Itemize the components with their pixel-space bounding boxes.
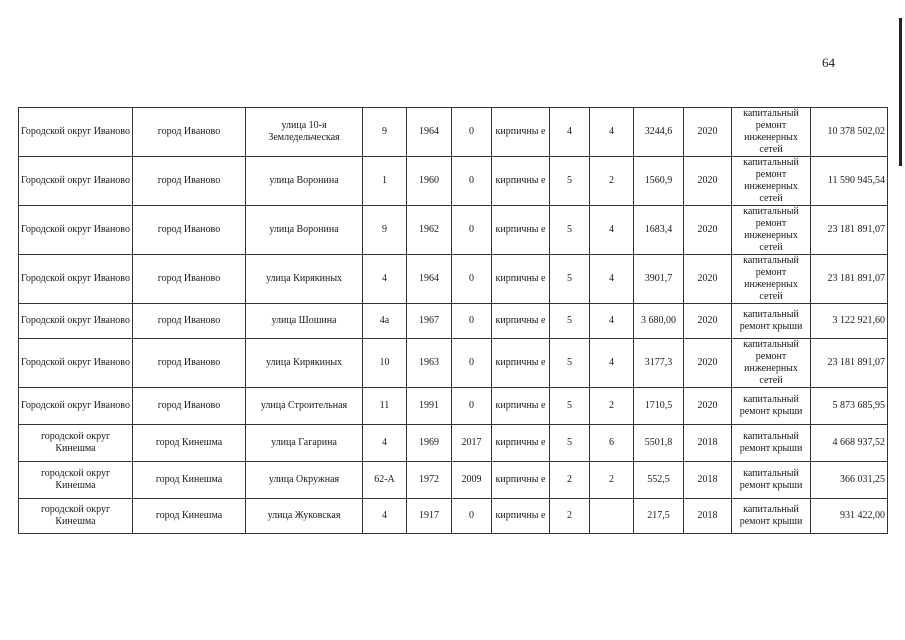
plan-year-cell: 2020 [684,157,732,206]
plan-year-cell: 2020 [684,206,732,255]
street-cell: улица Жуковская [246,499,363,534]
build-year-cell: 1917 [407,499,452,534]
floors-cell: 4 [550,108,590,157]
area-cell: 3901,7 [634,255,684,304]
table-row [19,157,888,206]
area-cell: 3 680,00 [634,304,684,339]
municipality-cell: Городской округ Иваново [19,388,133,425]
wall-material-cell: кирпичны е [492,462,550,499]
house-number-cell: 11 [363,388,407,425]
plan-year-cell: 2018 [684,499,732,534]
entrances-cell: 4 [590,255,634,304]
street-cell: улица Окружная [246,462,363,499]
repair-year-cell: 2017 [452,425,492,462]
area-cell: 1710,5 [634,388,684,425]
area-cell: 1683,4 [634,206,684,255]
entrances-cell: 2 [590,462,634,499]
repair-year-cell: 0 [452,388,492,425]
settlement-cell: город Иваново [133,339,246,388]
scan-edge-line [899,18,902,166]
floors-cell: 5 [550,425,590,462]
wall-material-cell: кирпичны е [492,157,550,206]
settlement-cell: город Иваново [133,157,246,206]
wall-material-cell: кирпичны е [492,499,550,534]
cost-cell: 4 668 937,52 [811,425,888,462]
settlement-cell: город Кинешма [133,499,246,534]
page-number: 64 [822,55,835,70]
table-row [19,462,888,499]
entrances-cell: 2 [590,388,634,425]
plan-year-cell: 2020 [684,108,732,157]
house-number-cell: 4 [363,425,407,462]
repair-year-cell: 0 [452,255,492,304]
build-year-cell: 1964 [407,255,452,304]
repair-year-cell: 0 [452,206,492,255]
municipality-cell: Городской округ Иваново [19,304,133,339]
repair-year-cell: 0 [452,339,492,388]
work-type-cell: капитальный ремонт инженерных сетей [732,206,811,255]
street-cell: улица Гагарина [246,425,363,462]
entrances-cell: 4 [590,304,634,339]
table-row [19,499,888,534]
housing-repair-table [18,107,888,534]
work-type-cell: капитальный ремонт инженерных сетей [732,339,811,388]
work-type-cell: капитальный ремонт инженерных сетей [732,108,811,157]
street-cell: улица Строительная [246,388,363,425]
wall-material-cell: кирпичны е [492,304,550,339]
plan-year-cell: 2018 [684,462,732,499]
street-cell: улица Кирякиных [246,255,363,304]
work-type-cell: капитальный ремонт крыши [732,462,811,499]
wall-material-cell: кирпичны е [492,108,550,157]
entrances-cell: 6 [590,425,634,462]
wall-material-cell: кирпичны е [492,206,550,255]
floors-cell: 5 [550,388,590,425]
build-year-cell: 1969 [407,425,452,462]
wall-material-cell: кирпичны е [492,425,550,462]
house-number-cell: 10 [363,339,407,388]
cost-cell: 366 031,25 [811,462,888,499]
area-cell: 5501,8 [634,425,684,462]
settlement-cell: город Кинешма [133,425,246,462]
house-number-cell: 4 [363,255,407,304]
table-row [19,425,888,462]
settlement-cell: город Кинешма [133,462,246,499]
plan-year-cell: 2018 [684,425,732,462]
house-number-cell: 9 [363,108,407,157]
settlement-cell: город Иваново [133,206,246,255]
settlement-cell: город Иваново [133,388,246,425]
entrances-cell: 2 [590,157,634,206]
floors-cell: 5 [550,157,590,206]
entrances-cell: 4 [590,339,634,388]
work-type-cell: капитальный ремонт крыши [732,388,811,425]
house-number-cell: 1 [363,157,407,206]
street-cell: улица 10-я Земледельческая [246,108,363,157]
build-year-cell: 1991 [407,388,452,425]
settlement-cell: город Иваново [133,255,246,304]
plan-year-cell: 2020 [684,339,732,388]
work-type-cell: капитальный ремонт крыши [732,304,811,339]
municipality-cell: Городской округ Иваново [19,157,133,206]
table-row [19,206,888,255]
area-cell: 1560,9 [634,157,684,206]
municipality-cell: городской округ Кинешма [19,499,133,534]
build-year-cell: 1962 [407,206,452,255]
settlement-cell: город Иваново [133,108,246,157]
repair-year-cell: 0 [452,157,492,206]
build-year-cell: 1967 [407,304,452,339]
build-year-cell: 1963 [407,339,452,388]
build-year-cell: 1960 [407,157,452,206]
table-row [19,304,888,339]
municipality-cell: Городской округ Иваново [19,108,133,157]
work-type-cell: капитальный ремонт крыши [732,425,811,462]
floors-cell: 5 [550,304,590,339]
street-cell: улица Кирякиных [246,339,363,388]
work-type-cell: капитальный ремонт инженерных сетей [732,157,811,206]
floors-cell: 2 [550,462,590,499]
house-number-cell: 4 [363,499,407,534]
plan-year-cell: 2020 [684,255,732,304]
table-row [19,255,888,304]
settlement-cell: город Иваново [133,304,246,339]
plan-year-cell: 2020 [684,388,732,425]
repair-year-cell: 0 [452,108,492,157]
repair-year-cell: 2009 [452,462,492,499]
cost-cell: 23 181 891,07 [811,339,888,388]
cost-cell: 5 873 685,95 [811,388,888,425]
house-number-cell: 4а [363,304,407,339]
area-cell: 552,5 [634,462,684,499]
floors-cell: 2 [550,499,590,534]
work-type-cell: капитальный ремонт крыши [732,499,811,534]
floors-cell: 5 [550,339,590,388]
street-cell: улица Воронина [246,206,363,255]
wall-material-cell: кирпичны е [492,339,550,388]
house-number-cell: 62-А [363,462,407,499]
municipality-cell: городской округ Кинешма [19,425,133,462]
work-type-cell: капитальный ремонт инженерных сетей [732,255,811,304]
municipality-cell: Городской округ Иваново [19,255,133,304]
build-year-cell: 1964 [407,108,452,157]
area-cell: 217,5 [634,499,684,534]
street-cell: улица Шошина [246,304,363,339]
entrances-cell [590,499,634,534]
floors-cell: 5 [550,206,590,255]
cost-cell: 3 122 921,60 [811,304,888,339]
cost-cell: 23 181 891,07 [811,255,888,304]
cost-cell: 931 422,00 [811,499,888,534]
repair-year-cell: 0 [452,304,492,339]
municipality-cell: Городской округ Иваново [19,339,133,388]
area-cell: 3177,3 [634,339,684,388]
table-row [19,339,888,388]
cost-cell: 11 590 945,54 [811,157,888,206]
municipality-cell: Городской округ Иваново [19,206,133,255]
cost-cell: 10 378 502,02 [811,108,888,157]
repair-year-cell: 0 [452,499,492,534]
plan-year-cell: 2020 [684,304,732,339]
house-number-cell: 9 [363,206,407,255]
area-cell: 3244,6 [634,108,684,157]
wall-material-cell: кирпичны е [492,255,550,304]
entrances-cell: 4 [590,206,634,255]
build-year-cell: 1972 [407,462,452,499]
table-row [19,108,888,157]
street-cell: улица Воронина [246,157,363,206]
wall-material-cell: кирпичны е [492,388,550,425]
cost-cell: 23 181 891,07 [811,206,888,255]
municipality-cell: городской округ Кинешма [19,462,133,499]
table-row [19,388,888,425]
floors-cell: 5 [550,255,590,304]
entrances-cell: 4 [590,108,634,157]
